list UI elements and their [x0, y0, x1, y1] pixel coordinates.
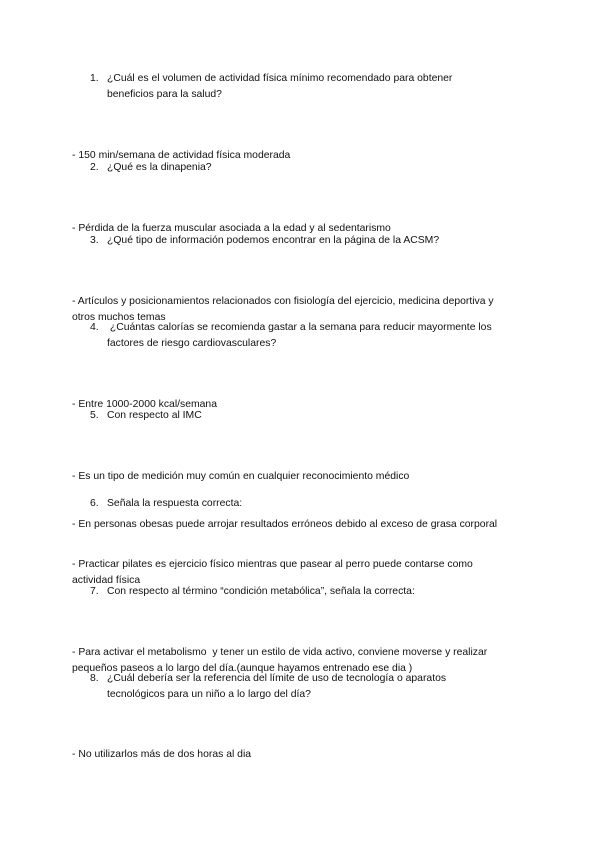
answer-text: - Para activar el metabolismo y tener un estilo de vida activo, conviene moverse y realizar pequeños paseos a lo largo del día.(aunque hayamos entrenado ese dia ) [72, 647, 488, 674]
question-4 [90, 320, 530, 352]
question-3 [90, 233, 530, 249]
question-text: ¿Qué es la dinapenia? [107, 162, 212, 173]
answer-text: - Pérdida de la fuerza muscular asociada a la edad y al sedentarismo [72, 223, 391, 234]
question-1 [90, 71, 530, 103]
answer-text: - Entre 1000-2000 kcal/semana [72, 399, 217, 410]
question-text: Señala la respuesta correcta: [107, 498, 243, 509]
question-number: 8. [90, 673, 99, 684]
question-number: 3. [90, 235, 99, 246]
answer-text: - No utilizarlos más de dos horas al dia [72, 749, 252, 760]
question-text: ¿Cuál es el volumen de actividad física mínimo recomendado para obtener beneficios para la salud? [107, 73, 453, 100]
question-number: 6. [90, 498, 99, 509]
question-text: Con respecto al término “condición metabólica”, señala la correcta: [107, 586, 415, 597]
question-text: Con respecto al IMC [107, 410, 202, 421]
answer-text: - 150 min/semana de actividad física moderada [72, 150, 291, 161]
answer-text: - Artículos y posicionamientos relacionados con fisiología del ejercicio, medicina deportiva y otros muchos temas [72, 296, 494, 323]
question-text: ¿Cuántas calorías se recomienda gastar a la semana para reducir mayormente los factores de riesgo cardiovasculares? [107, 322, 492, 349]
question-5 [90, 408, 530, 424]
question-2 [90, 160, 530, 176]
question-8 [90, 671, 530, 703]
question-number: 5. [90, 410, 99, 421]
answer-text: - Practicar pilates es ejercicio físico mientras que pasear al perro puede contarse como actividad física [72, 559, 473, 586]
question-7 [90, 584, 530, 600]
question-text: ¿Cuál debería ser la referencia del límite de uso de tecnología o aparatos tecnológicos para un niño a lo largo del día? [107, 673, 447, 700]
answer-text: - Es un tipo de medición muy común en cualquier reconocimiento médico [72, 471, 410, 482]
question-number: 2. [90, 162, 99, 173]
question-text: ¿Qué tipo de información podemos encontrar en la página de la ACSM? [107, 235, 440, 246]
question-number: 1. [90, 73, 99, 84]
answer-8 [72, 715, 542, 779]
question-6 [90, 496, 530, 512]
question-number: 7. [90, 586, 99, 597]
question-number: 4. [90, 322, 99, 333]
answer-text: - En personas obesas puede arrojar resultados erróneos debido al exceso de grasa corporal [72, 519, 498, 530]
